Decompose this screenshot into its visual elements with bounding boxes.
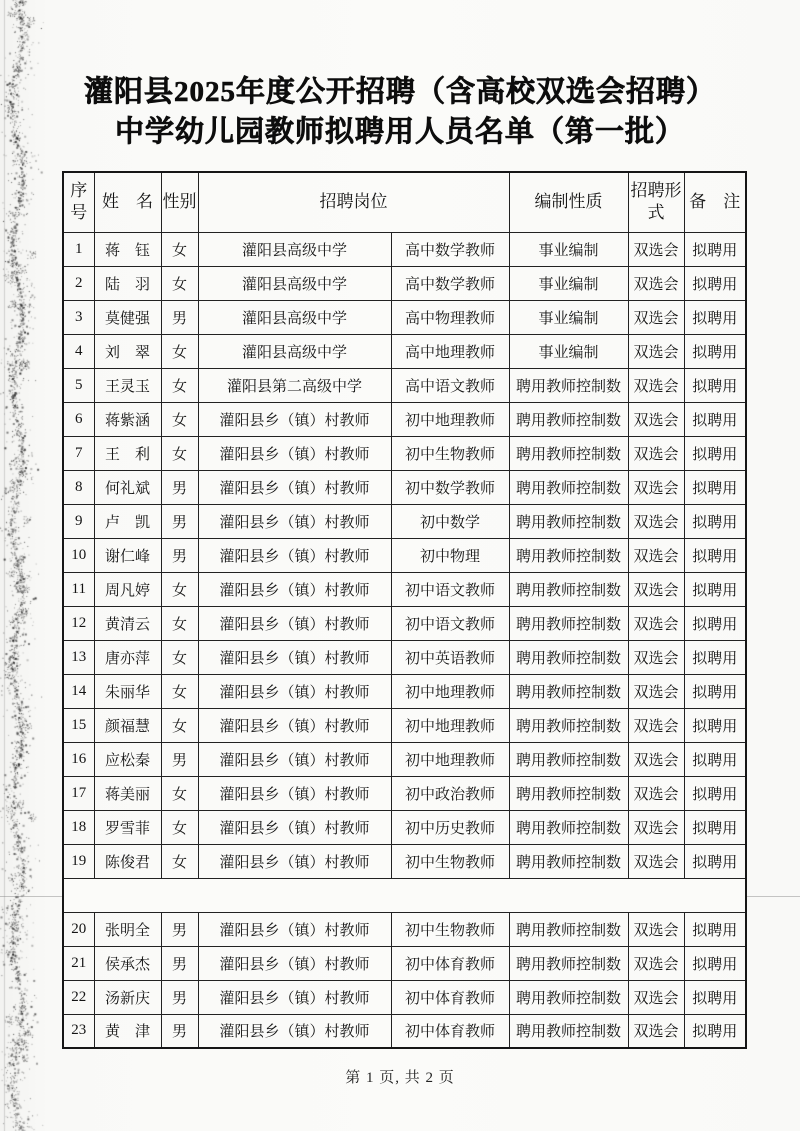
cell-seq: 21 xyxy=(63,946,94,980)
cell-form: 双选会 xyxy=(628,266,684,300)
cell-remark: 拟聘用 xyxy=(684,742,746,776)
cell-remark: 拟聘用 xyxy=(684,300,746,334)
cell-school: 灌阳县乡（镇）村教师 xyxy=(198,640,391,674)
cell-post: 初中地理教师 xyxy=(391,402,509,436)
cell-name: 蒋紫涵 xyxy=(94,402,161,436)
cell-school: 灌阳县第二高级中学 xyxy=(198,368,391,402)
table-row xyxy=(63,776,746,810)
header-position: 招聘岗位 xyxy=(198,172,509,232)
cell-form: 双选会 xyxy=(628,674,684,708)
table-row xyxy=(63,844,746,878)
cell-form: 双选会 xyxy=(628,912,684,946)
document-title xyxy=(0,72,800,152)
cell-name: 刘 翠 xyxy=(94,334,161,368)
table-header-row xyxy=(63,172,746,232)
cell-remark: 拟聘用 xyxy=(684,266,746,300)
cell-seq: 23 xyxy=(63,1014,94,1048)
table-row xyxy=(63,266,746,300)
cell-school: 灌阳县乡（镇）村教师 xyxy=(198,946,391,980)
table-row xyxy=(63,640,746,674)
cell-post: 初中体育教师 xyxy=(391,946,509,980)
cell-school: 灌阳县乡（镇）村教师 xyxy=(198,504,391,538)
cell-establishment: 聘用教师控制数 xyxy=(509,1014,628,1048)
cell-name: 何礼斌 xyxy=(94,470,161,504)
cell-form: 双选会 xyxy=(628,606,684,640)
cell-name: 陆 羽 xyxy=(94,266,161,300)
cell-post: 初中生物教师 xyxy=(391,436,509,470)
cell-establishment: 聘用教师控制数 xyxy=(509,436,628,470)
cell-establishment: 聘用教师控制数 xyxy=(509,708,628,742)
cell-name: 颜福慧 xyxy=(94,708,161,742)
cell-gender: 女 xyxy=(161,606,198,640)
cell-remark: 拟聘用 xyxy=(684,810,746,844)
cell-post: 初中语文教师 xyxy=(391,606,509,640)
cell-establishment: 聘用教师控制数 xyxy=(509,844,628,878)
cell-gender: 男 xyxy=(161,946,198,980)
cell-seq: 22 xyxy=(63,980,94,1014)
cell-gender: 男 xyxy=(161,470,198,504)
document-title-line2: 中学幼儿园教师拟聘用人员名单（第一批） xyxy=(114,116,685,148)
cell-school: 灌阳县乡（镇）村教师 xyxy=(198,708,391,742)
table-row xyxy=(63,708,746,742)
table-row xyxy=(63,334,746,368)
cell-school: 灌阳县高级中学 xyxy=(198,300,391,334)
cell-remark: 拟聘用 xyxy=(684,640,746,674)
cell-establishment: 事业编制 xyxy=(509,266,628,300)
cell-post: 高中语文教师 xyxy=(391,368,509,402)
cell-school: 灌阳县乡（镇）村教师 xyxy=(198,538,391,572)
cell-establishment: 聘用教师控制数 xyxy=(509,368,628,402)
cell-post: 高中数学教师 xyxy=(391,266,509,300)
cell-gender: 男 xyxy=(161,538,198,572)
page-footer: 第 1 页, 共 2 页 xyxy=(345,1070,455,1086)
table-row xyxy=(63,538,746,572)
cell-form: 双选会 xyxy=(628,504,684,538)
cell-seq: 19 xyxy=(63,844,94,878)
cell-school: 灌阳县乡（镇）村教师 xyxy=(198,742,391,776)
table-row xyxy=(63,810,746,844)
cell-gender: 女 xyxy=(161,640,198,674)
cell-name: 罗雪菲 xyxy=(94,810,161,844)
cell-post: 初中数学教师 xyxy=(391,470,509,504)
table-row xyxy=(63,946,746,980)
cell-school: 灌阳县乡（镇）村教师 xyxy=(198,470,391,504)
cell-gender: 女 xyxy=(161,844,198,878)
cell-seq: 14 xyxy=(63,674,94,708)
table-row xyxy=(63,912,746,946)
cell-establishment: 聘用教师控制数 xyxy=(509,640,628,674)
cell-post: 初中英语教师 xyxy=(391,640,509,674)
cell-school: 灌阳县乡（镇）村教师 xyxy=(198,606,391,640)
cell-seq: 16 xyxy=(63,742,94,776)
cell-establishment: 事业编制 xyxy=(509,334,628,368)
cell-name: 谢仁峰 xyxy=(94,538,161,572)
cell-school: 灌阳县乡（镇）村教师 xyxy=(198,402,391,436)
header-gender: 性别 xyxy=(161,172,198,232)
cell-name: 蒋 钰 xyxy=(94,232,161,266)
table-row xyxy=(63,402,746,436)
cell-post: 初中体育教师 xyxy=(391,980,509,1014)
cell-establishment: 聘用教师控制数 xyxy=(509,504,628,538)
cell-name: 黄清云 xyxy=(94,606,161,640)
cell-gender: 女 xyxy=(161,368,198,402)
cell-gender: 女 xyxy=(161,776,198,810)
cell-establishment: 聘用教师控制数 xyxy=(509,674,628,708)
cell-remark: 拟聘用 xyxy=(684,232,746,266)
table-row xyxy=(63,300,746,334)
cell-post: 初中体育教师 xyxy=(391,1014,509,1048)
cell-form: 双选会 xyxy=(628,844,684,878)
cell-gender: 男 xyxy=(161,912,198,946)
cell-gender: 女 xyxy=(161,674,198,708)
cell-establishment: 聘用教师控制数 xyxy=(509,606,628,640)
cell-remark: 拟聘用 xyxy=(684,674,746,708)
cell-gender: 男 xyxy=(161,742,198,776)
cell-remark: 拟聘用 xyxy=(684,538,746,572)
cell-gender: 男 xyxy=(161,1014,198,1048)
cell-form: 双选会 xyxy=(628,776,684,810)
cell-form: 双选会 xyxy=(628,402,684,436)
cell-name: 陈俊君 xyxy=(94,844,161,878)
cell-gender: 女 xyxy=(161,436,198,470)
cell-post: 初中地理教师 xyxy=(391,708,509,742)
cell-post: 初中语文教师 xyxy=(391,572,509,606)
table-row xyxy=(63,572,746,606)
cell-seq: 15 xyxy=(63,708,94,742)
cell-post: 初中地理教师 xyxy=(391,674,509,708)
header-seq: 序号 xyxy=(63,172,94,232)
cell-school: 灌阳县乡（镇）村教师 xyxy=(198,980,391,1014)
cell-school: 灌阳县乡（镇）村教师 xyxy=(198,572,391,606)
cell-form: 双选会 xyxy=(628,232,684,266)
cell-gender: 男 xyxy=(161,504,198,538)
cell-form: 双选会 xyxy=(628,980,684,1014)
cell-name: 侯承杰 xyxy=(94,946,161,980)
cell-gender: 女 xyxy=(161,334,198,368)
header-establishment: 编制性质 xyxy=(509,172,628,232)
cell-school: 灌阳县乡（镇）村教师 xyxy=(198,912,391,946)
cell-gender: 女 xyxy=(161,572,198,606)
header-name: 姓 名 xyxy=(94,172,161,232)
cell-remark: 拟聘用 xyxy=(684,912,746,946)
table-row xyxy=(63,674,746,708)
cell-seq: 9 xyxy=(63,504,94,538)
cell-seq: 20 xyxy=(63,912,94,946)
cell-remark: 拟聘用 xyxy=(684,504,746,538)
cell-form: 双选会 xyxy=(628,470,684,504)
cell-post: 高中物理教师 xyxy=(391,300,509,334)
cell-establishment: 聘用教师控制数 xyxy=(509,538,628,572)
cell-form: 双选会 xyxy=(628,334,684,368)
cell-form: 双选会 xyxy=(628,946,684,980)
cell-establishment: 聘用教师控制数 xyxy=(509,776,628,810)
cell-remark: 拟聘用 xyxy=(684,470,746,504)
cell-name: 周凡婷 xyxy=(94,572,161,606)
cell-remark: 拟聘用 xyxy=(684,776,746,810)
cell-remark: 拟聘用 xyxy=(684,436,746,470)
table-row xyxy=(63,980,746,1014)
cell-school: 灌阳县乡（镇）村教师 xyxy=(198,674,391,708)
cell-name: 黄 津 xyxy=(94,1014,161,1048)
cell-form: 双选会 xyxy=(628,810,684,844)
cell-post: 初中政治教师 xyxy=(391,776,509,810)
cell-establishment: 事业编制 xyxy=(509,232,628,266)
cell-seq: 12 xyxy=(63,606,94,640)
document-title-line1: 灌阳县2025年度公开招聘（含高校双选会招聘） xyxy=(83,76,716,108)
cell-name: 张明全 xyxy=(94,912,161,946)
cell-school: 灌阳县乡（镇）村教师 xyxy=(198,844,391,878)
cell-name: 汤新庆 xyxy=(94,980,161,1014)
cell-school: 灌阳县乡（镇）村教师 xyxy=(198,810,391,844)
table-row xyxy=(63,504,746,538)
cell-name: 唐亦萍 xyxy=(94,640,161,674)
cell-gender: 女 xyxy=(161,402,198,436)
cell-post: 高中地理教师 xyxy=(391,334,509,368)
scan-seam-row xyxy=(63,878,746,912)
cell-gender: 男 xyxy=(161,980,198,1014)
cell-name: 卢 凯 xyxy=(94,504,161,538)
cell-seq: 5 xyxy=(63,368,94,402)
cell-post: 初中地理教师 xyxy=(391,742,509,776)
table-row xyxy=(63,368,746,402)
cell-name: 朱丽华 xyxy=(94,674,161,708)
cell-seq: 4 xyxy=(63,334,94,368)
cell-form: 双选会 xyxy=(628,436,684,470)
cell-form: 双选会 xyxy=(628,572,684,606)
table-row xyxy=(63,436,746,470)
table-row xyxy=(63,232,746,266)
hiring-list-table xyxy=(62,171,747,1049)
header-remark: 备 注 xyxy=(684,172,746,232)
cell-establishment: 事业编制 xyxy=(509,300,628,334)
cell-remark: 拟聘用 xyxy=(684,980,746,1014)
cell-establishment: 聘用教师控制数 xyxy=(509,912,628,946)
cell-name: 应松秦 xyxy=(94,742,161,776)
cell-form: 双选会 xyxy=(628,640,684,674)
cell-post: 初中生物教师 xyxy=(391,912,509,946)
cell-establishment: 聘用教师控制数 xyxy=(509,742,628,776)
cell-seq: 3 xyxy=(63,300,94,334)
cell-seq: 11 xyxy=(63,572,94,606)
cell-seq: 6 xyxy=(63,402,94,436)
cell-seq: 18 xyxy=(63,810,94,844)
cell-post: 初中生物教师 xyxy=(391,844,509,878)
cell-name: 王 利 xyxy=(94,436,161,470)
cell-school: 灌阳县高级中学 xyxy=(198,266,391,300)
cell-school: 灌阳县高级中学 xyxy=(198,334,391,368)
cell-gender: 女 xyxy=(161,810,198,844)
cell-gender: 男 xyxy=(161,300,198,334)
cell-establishment: 聘用教师控制数 xyxy=(509,572,628,606)
cell-gender: 女 xyxy=(161,232,198,266)
cell-remark: 拟聘用 xyxy=(684,708,746,742)
scan-noise-band xyxy=(0,0,60,1131)
cell-remark: 拟聘用 xyxy=(684,946,746,980)
table-row xyxy=(63,470,746,504)
cell-school: 灌阳县乡（镇）村教师 xyxy=(198,1014,391,1048)
cell-seq: 13 xyxy=(63,640,94,674)
cell-form: 双选会 xyxy=(628,538,684,572)
cell-post: 初中数学 xyxy=(391,504,509,538)
cell-name: 王灵玉 xyxy=(94,368,161,402)
cell-name: 蒋美丽 xyxy=(94,776,161,810)
cell-seq: 1 xyxy=(63,232,94,266)
cell-seq: 8 xyxy=(63,470,94,504)
cell-establishment: 聘用教师控制数 xyxy=(509,402,628,436)
cell-form: 双选会 xyxy=(628,742,684,776)
cell-school: 灌阳县乡（镇）村教师 xyxy=(198,776,391,810)
cell-seq: 17 xyxy=(63,776,94,810)
cell-gender: 女 xyxy=(161,266,198,300)
cell-post: 初中历史教师 xyxy=(391,810,509,844)
cell-establishment: 聘用教师控制数 xyxy=(509,946,628,980)
cell-gender: 女 xyxy=(161,708,198,742)
cell-form: 双选会 xyxy=(628,368,684,402)
cell-remark: 拟聘用 xyxy=(684,402,746,436)
cell-school: 灌阳县高级中学 xyxy=(198,232,391,266)
table-row xyxy=(63,742,746,776)
header-form: 招聘形式 xyxy=(628,172,684,232)
cell-remark: 拟聘用 xyxy=(684,606,746,640)
cell-form: 双选会 xyxy=(628,708,684,742)
cell-seq: 2 xyxy=(63,266,94,300)
cell-remark: 拟聘用 xyxy=(684,844,746,878)
cell-form: 双选会 xyxy=(628,1014,684,1048)
cell-school: 灌阳县乡（镇）村教师 xyxy=(198,436,391,470)
cell-form: 双选会 xyxy=(628,300,684,334)
cell-remark: 拟聘用 xyxy=(684,368,746,402)
cell-seq: 7 xyxy=(63,436,94,470)
table-row xyxy=(63,606,746,640)
cell-remark: 拟聘用 xyxy=(684,334,746,368)
cell-post: 高中数学教师 xyxy=(391,232,509,266)
cell-post: 初中物理 xyxy=(391,538,509,572)
cell-establishment: 聘用教师控制数 xyxy=(509,980,628,1014)
cell-remark: 拟聘用 xyxy=(684,1014,746,1048)
cell-name: 莫健强 xyxy=(94,300,161,334)
cell-remark: 拟聘用 xyxy=(684,572,746,606)
table-row xyxy=(63,1014,746,1048)
cell-seq: 10 xyxy=(63,538,94,572)
cell-establishment: 聘用教师控制数 xyxy=(509,470,628,504)
cell-establishment: 聘用教师控制数 xyxy=(509,810,628,844)
